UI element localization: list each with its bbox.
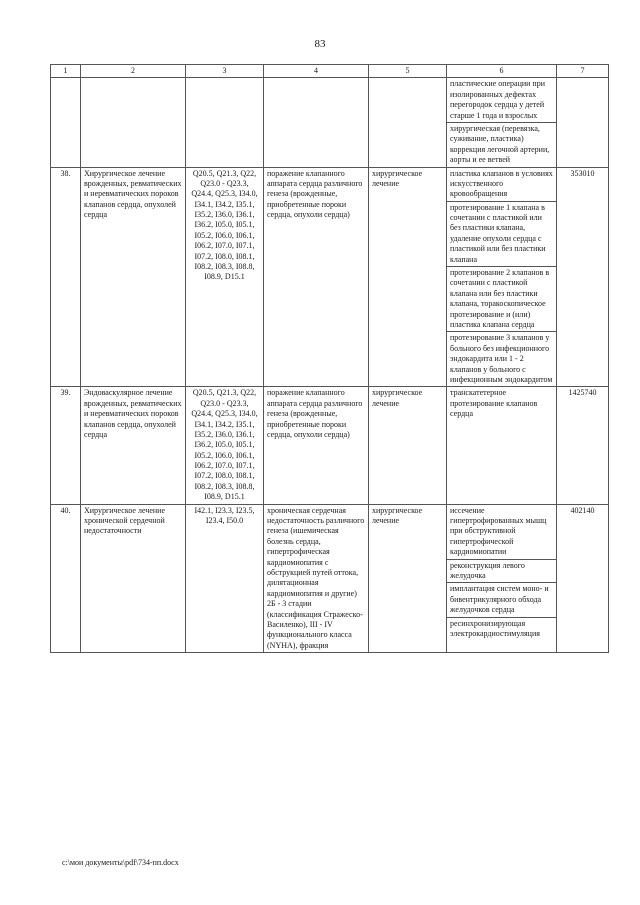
method-item: пластические операции при изолированных дефектах перегородок сердца у детей старше 1 года и взрослых — [447, 78, 556, 123]
table-row — [51, 504, 609, 652]
cell-service-name: Эндоваскулярное лечение врожденных, ревматических и неревматических пороков клапанов сердца, опухолей сердца — [81, 387, 186, 504]
cell-icd-codes: Q20.5, Q21.3, Q22, Q23.0 - Q23.3, Q24.4, Q25.3, I34.0, I34.1, I34.2, I35.1, I35.2, I36.0, I36.1, I36.2, I05.0, I05.1, I05.2, I06.0, I06.1, I06.2, I07.0, I07.1, I07.2, I08.0, I08.1, I08.2, I08.3, I08.8, I08.9, D15.1 — [186, 387, 264, 504]
cell-methods — [447, 387, 557, 504]
column-header: 3 — [186, 65, 264, 78]
cell-service-name: Хирургическое лечение врожденных, ревматических и неревматических пороков клапанов сердца, опухолей сердца — [81, 167, 186, 387]
cell-treatment-type: хирургическое лечение — [369, 167, 447, 387]
method-item: протезирование 1 клапана в сочетании с пластикой или без пластики клапана, удаление опухоли сердца с пластикой или без пластики клапана — [447, 202, 556, 267]
cell-empty — [81, 78, 186, 167]
cell-empty — [51, 78, 81, 167]
method-item: пластика клапанов в условиях искусственного кровообращения — [447, 168, 556, 202]
cell-price: 1425740 — [557, 387, 609, 504]
method-item: иссечение гипертрофированных мышц при обструктивной гипертрофической кардиомиопатии — [447, 505, 556, 560]
cell-empty — [557, 78, 609, 167]
cell-row-number: 40. — [51, 504, 81, 652]
cell-methods — [447, 167, 557, 387]
method-item: транскатетерное протезирование клапанов сердца — [450, 388, 538, 419]
cell-patient-model: поражение клапанного аппарата сердца различного генеза (врожденные, приобретенные пороки сердца, опухоли сердца) — [264, 387, 369, 504]
cell-row-number: 38. — [51, 167, 81, 387]
cell-methods — [447, 78, 557, 167]
cell-methods — [447, 504, 557, 652]
table-row — [51, 387, 609, 504]
cell-patient-model: поражение клапанного аппарата сердца различного генеза (врожденные, приобретенные пороки сердца, опухоли сердца) — [264, 167, 369, 387]
cell-row-number: 39. — [51, 387, 81, 504]
method-item: имплантация систем моно- и бивентрикулярного обхода желудочков сердца — [447, 583, 556, 617]
page-number: 83 — [314, 38, 326, 50]
cell-patient-model: хроническая сердечная недостаточность различного генеза (ишемическая болезнь сердца, гипертрофическая кардиомиопатия с обструкцией путей оттока, дилятационная кардиомиопатия и другие) 2Б - 3 стадии (классификация Стражеско-Василенко), III - IV функционального класса (NYHA), фракция — [264, 504, 369, 652]
table-row-continuation — [51, 78, 609, 167]
column-header: 6 — [447, 65, 557, 78]
method-item: реконструкция левого желудочка — [447, 560, 556, 584]
footer-file-path: c:\мои документы\pdf\734-пп.docx — [62, 858, 179, 867]
cell-empty — [264, 78, 369, 167]
cell-empty — [369, 78, 447, 167]
cell-treatment-type: хирургическое лечение — [369, 387, 447, 504]
method-item: протезирование 3 клапанов у больного без инфекционного эндокардита или 1 - 2 клапанов у больного с инфекционным эндокардитом — [450, 333, 553, 384]
method-item: ресинхронизирующая электрокардиостимуляция — [450, 618, 540, 638]
column-header: 2 — [81, 65, 186, 78]
cell-price: 353010 — [557, 167, 609, 387]
table-row — [51, 167, 609, 387]
services-table — [50, 64, 609, 653]
column-header: 5 — [369, 65, 447, 78]
column-header: 4 — [264, 65, 369, 78]
cell-price: 402140 — [557, 504, 609, 652]
cell-service-name: Хирургическое лечение хронической сердечной недостаточности — [81, 504, 186, 652]
cell-empty — [186, 78, 264, 167]
method-item: хирургическая (перевязка, суживание, пластика) коррекция легочной артерии, аорты и ее ветвей — [450, 123, 550, 165]
cell-icd-codes: I42.1, I23.3, I23.5, I23.4, I50.0 — [186, 504, 264, 652]
cell-treatment-type: хирургическое лечение — [369, 504, 447, 652]
column-header: 7 — [557, 65, 609, 78]
cell-icd-codes: Q20.5, Q21.3, Q22, Q23.0 - Q23.3, Q24.4, Q25.3, I34.0, I34.1, I34.2, I35.1, I35.2, I36.0, I36.1, I36.2, I05.0, I05.1, I05.2, I06.0, I06.1, I06.2, I07.0, I07.1, I07.2, I08.0, I08.1, I08.2, I08.3, I08.8, I08.9, D15.1 — [186, 167, 264, 387]
method-item: протезирование 2 клапанов в сочетании с пластикой клапана или без пластики клапана, торакоскопическое протезирование и (или) пластика клапана сердца — [447, 267, 556, 332]
column-header: 1 — [51, 65, 81, 78]
table-header-row — [51, 65, 609, 78]
